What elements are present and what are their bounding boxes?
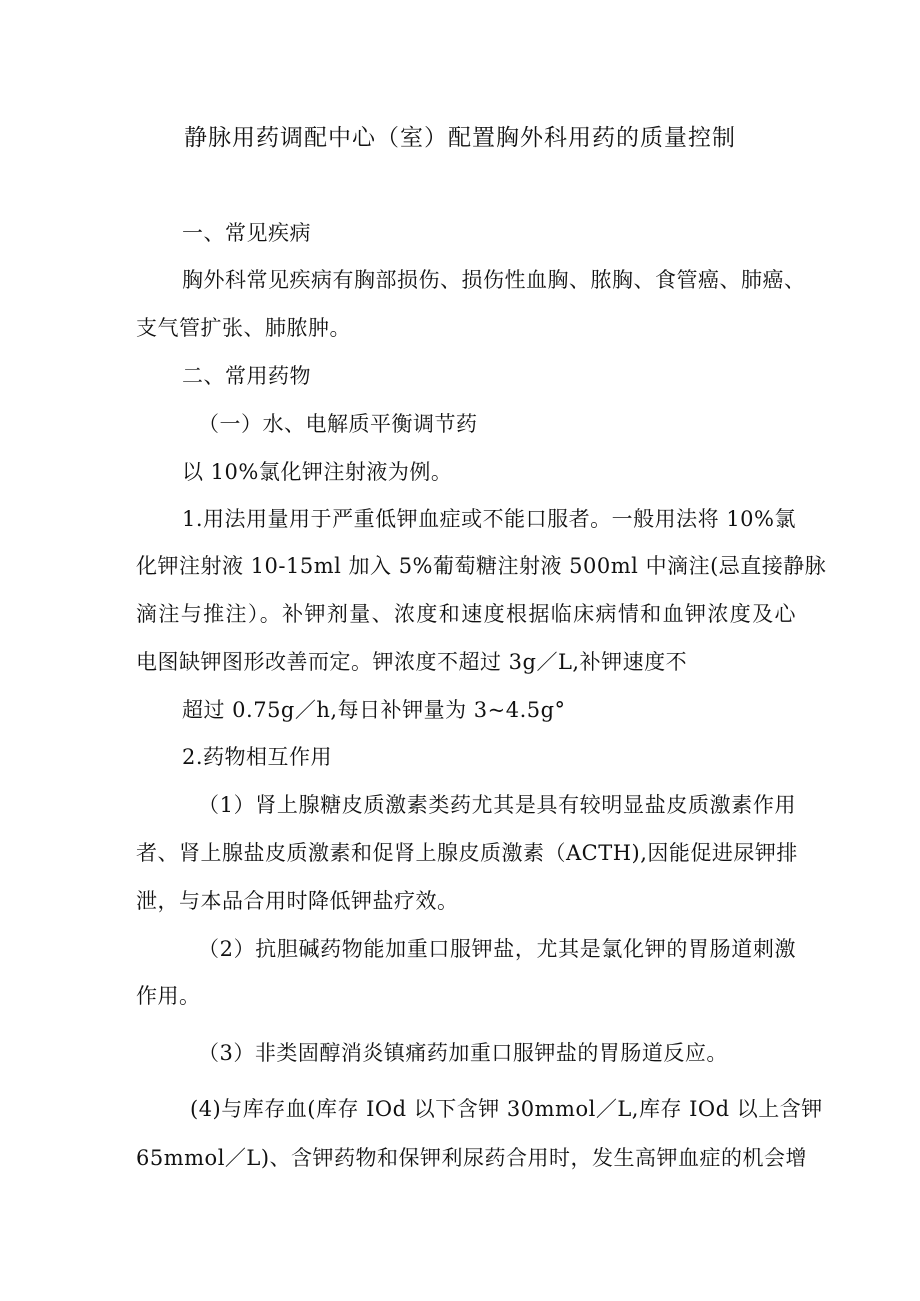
paragraph-line: 泄，与本品合用时降低钾盐疗效。 xyxy=(136,889,459,913)
paragraph-line: 以 10%氯化钾注射液为例。 xyxy=(182,460,453,484)
paragraph-line: （3）非类固醇消炎镇痛药加重口服钾盐的胃肠道反应。 xyxy=(198,1041,728,1065)
section-heading-common-diseases: 一、常见疾病 xyxy=(182,221,311,245)
document-title: 静脉用药调配中心（室）配置胸外科用药的质量控制 xyxy=(184,125,736,151)
subsection-heading: （一）水、电解质平衡调节药 xyxy=(198,412,478,436)
paragraph-line: 作用。 xyxy=(136,984,201,1008)
paragraph-line: 电图缺钾图形改善而定。钾浓度不超过 3g／L,补钾速度不 xyxy=(136,650,688,674)
paragraph-line: 化钾注射液 10-15ml 加入 5%葡萄糖注射液 500ml 中滴注(忌直接静脉 xyxy=(136,554,827,578)
paragraph-line: 1.用法用量用于严重低钾血症或不能口服者。一般用法将 10%氯 xyxy=(182,507,796,531)
subsection-heading: 2.药物相互作用 xyxy=(182,745,333,769)
paragraph-line: 65mmol／L)、含钾药物和保钾利尿药合用时，发生高钾血症的机会增 xyxy=(136,1146,808,1170)
paragraph-line: 者、肾上腺盐皮质激素和促肾上腺皮质激素（ACTH),因能促进尿钾排 xyxy=(136,841,798,865)
paragraph-line: 胸外科常见疾病有胸部损伤、损伤性血胸、脓胸、食管癌、肺癌、 xyxy=(182,268,806,292)
section-heading-common-drugs: 二、常用药物 xyxy=(182,364,311,388)
paragraph-line: （1）肾上腺糖皮质激素类药尤其是具有较明显盐皮质激素作用 xyxy=(198,793,796,817)
paragraph-line: 超过 0.75g／h,每日补钾量为 3~4.5g° xyxy=(182,698,566,722)
paragraph-line: （2）抗胆碱药物能加重口服钾盐，尤其是氯化钾的胃肠道刺激 xyxy=(198,937,796,961)
paragraph-line: 滴注与推注）。补钾剂量、浓度和速度根据临床病情和血钾浓度及心 xyxy=(136,602,796,626)
paragraph-line: (4)与库存血(库存 IOd 以下含钾 30mmol／L,库存 IOd 以上含钾 xyxy=(190,1097,823,1121)
paragraph-line: 支气管扩张、肺脓肿。 xyxy=(136,316,351,340)
